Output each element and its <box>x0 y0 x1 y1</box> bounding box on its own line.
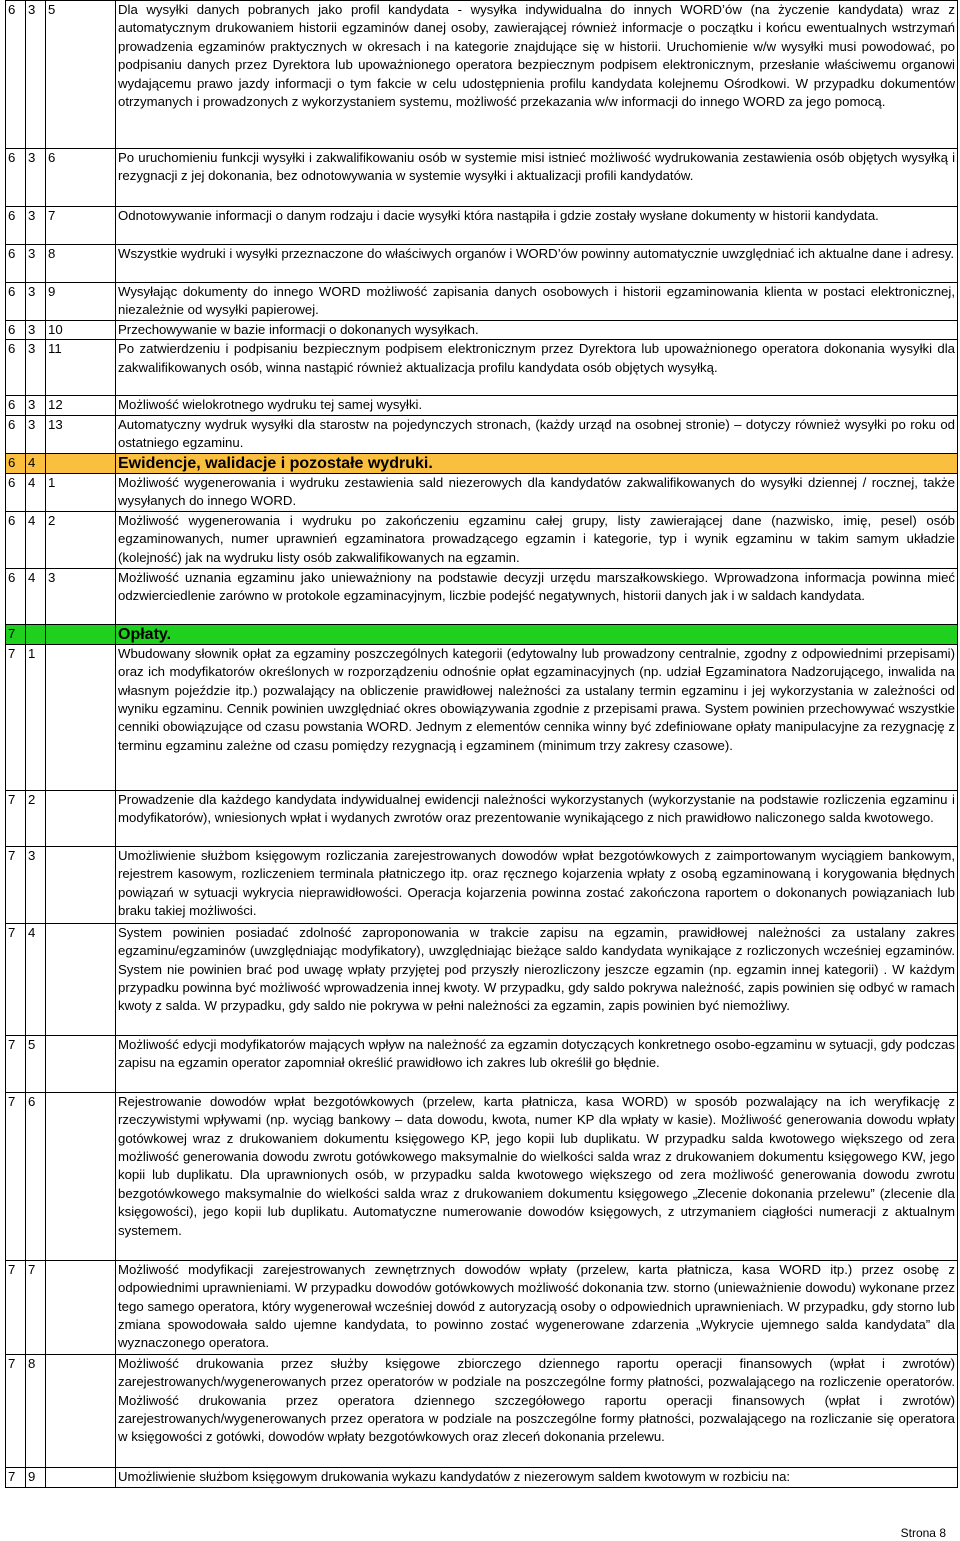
requirement-text: Możliwość wygenerowania i wydruku zestawienia sald niezerowych dla kandydatów zakwalifikowanych do wysyłki dziennej / rocznej, także wysyłanych do innego WORD. <box>116 473 958 511</box>
num-level-3 <box>46 644 116 790</box>
table-row <box>6 283 958 321</box>
requirement-text: Umożliwienie służbom księgowym rozliczania zarejestrowanych dowodów wpłat bezgotówkowych z zaimportowanym wyciągiem bankowym, rejestrem kasowym, rozliczeniem terminala płatniczego itp. oraz ręcznego kojarzenia wpłaty z osobą egzaminowaną i korygowania błędnych powiązań w sytuacji wykrycia nieprawidłowości. Operacja kojarzenia powinna zostać zakończona raportem o dokonanych powiązaniach lub braku takiej możliwości. <box>116 846 958 923</box>
table-row <box>6 415 958 453</box>
requirement-text: Możliwość drukowania przez służby księgowe zbiorczego dziennego raportu operacji finansowych (wpłat i zwrotów) zarejestrowanych/wygenerowanych przez operatorów w podziale na poszczególne formy płatności, pozwalającego na rozliczenie operatorów. Możliwość drukowania przez operatora dziennego szczegółowego raportu operacji finansowych (wpłat i zwrotów) zarejestrowanych/wygenerowanych przez operatora w podziale na poszczególne formy płatności, pozwalającego na rozliczanie się operatora w księgowości z gotówki, dowodów wpłaty bezgotówkowych oraz zleceń dokonania przelewu. <box>116 1354 958 1467</box>
num-level-2: 3 <box>26 283 46 321</box>
num-level-3 <box>46 1467 116 1487</box>
requirement-text: Odnotowywanie informacji o danym rodzaju i dacie wysyłki która nastąpiła i gdzie zostały wysłane dokumenty w historii kandydata. <box>116 207 958 245</box>
table-row <box>6 149 958 207</box>
num-level-1: 6 <box>6 149 26 207</box>
num-level-3 <box>46 624 116 644</box>
num-level-1: 7 <box>6 790 26 846</box>
num-level-2 <box>26 624 46 644</box>
num-level-3 <box>46 846 116 923</box>
num-level-1: 7 <box>6 1467 26 1487</box>
num-level-1: 6 <box>6 1 26 149</box>
num-level-1: 7 <box>6 1354 26 1467</box>
table-row <box>6 473 958 511</box>
requirement-text: Możliwość modyfikacji zarejestrowanych zewnętrznych dowodów wpłaty (przelew, karta płatnicza, kasa WORD itp.) przez osobę z odpowiednimi uprawnieniami. W przypadku dowodów gotówkowych możliwość dokonania tzw. storno (unieważnienie dowodu) wykonane przez tego samego operatora, który wygenerował wcześniej dowód z autoryzacją osoby o odpowiednich uprawnieniach. W przypadku, gdy storno lub zmiana spowodowała saldo ujemne kandydata, to powinno zostać wygenerowane zdarzenia „Wykrycie ujemnego salda kandydata” dla wyznaczonego operatora. <box>116 1260 958 1354</box>
requirement-text: Rejestrowanie dowodów wpłat bezgotówkowych (przelew, karta płatnicza, kasa WORD) w sposób pozwalający na ich weryfikację z rzeczywistymi wpływami (np. wyciąg bankowy – data dowodu, kwota, numer KP dla wpłaty w kasie). Możliwość generowania dowodu wpłaty gotówkowej wraz z drukowaniem dokumentu księgowego KP, jego kopii lub duplikatu. W przypadku salda kwotowego większego od zera możliwość generowania dowodu zwrotu gotówkowego maksymalnie do wielkości salda wraz z drukowaniem dokumentu księgowego KW, jego kopii lub duplikatu. Dla uprawnionych osób, w przypadku salda kwotowego większego od zera możliwość generowania dowodu zwrotu bezgotówkowego maksymalnie do wielkości salda wraz z drukowaniem dokumentu księgowego „Zlecenie dokonania przelewu” (zlecenie dla księgowości), jego kopii lub duplikatu. Automatyczne numerowanie dowodów księgowych, z utrzymaniem ciągłości numeracji z aktualnym systemem. <box>116 1092 958 1260</box>
table-row <box>6 1 958 149</box>
num-level-2: 3 <box>26 396 46 415</box>
num-level-3 <box>46 923 116 1035</box>
num-level-1: 6 <box>6 321 26 340</box>
num-level-2: 4 <box>26 453 46 473</box>
num-level-1: 7 <box>6 1260 26 1354</box>
requirement-text: Po zatwierdzeniu i podpisaniu bezpiecznym podpisem elektronicznym przez Dyrektora lub upoważnionego operatora dokonania wysyłki dla zakwalifikowanych osób, winna nastąpić również aktualizacja profilu kandydata osób objętych wysyłką. <box>116 340 958 396</box>
num-level-3: 5 <box>46 1 116 149</box>
table-row <box>6 790 958 846</box>
table-row <box>6 207 958 245</box>
page-number: Strona 8 <box>900 1526 946 1540</box>
requirement-text: Automatyczny wydruk wysyłki dla starostw na pojedynczych stronach, (każdy urząd na osobnej stronie) – dotyczy również wysyłki po roku od ostatniego egzaminu. <box>116 415 958 453</box>
num-level-2: 3 <box>26 415 46 453</box>
num-level-2: 3 <box>26 149 46 207</box>
num-level-2: 3 <box>26 321 46 340</box>
num-level-3: 7 <box>46 207 116 245</box>
table-row <box>6 1035 958 1092</box>
requirements-table <box>5 0 958 1488</box>
table-row <box>6 923 958 1035</box>
num-level-1: 7 <box>6 1092 26 1260</box>
num-level-2: 3 <box>26 846 46 923</box>
table-row <box>6 644 958 790</box>
table-row <box>6 1467 958 1487</box>
num-level-3: 1 <box>46 473 116 511</box>
table-row <box>6 1354 958 1467</box>
num-level-2: 2 <box>26 790 46 846</box>
requirement-text: Możliwość wielokrotnego wydruku tej samej wysyłki. <box>116 396 958 415</box>
num-level-2: 5 <box>26 1035 46 1092</box>
num-level-2: 3 <box>26 207 46 245</box>
num-level-1: 6 <box>6 415 26 453</box>
requirement-text: Możliwość uznania egzaminu jako unieważniony na podstawie decyzji urzędu marszałkowskiego. Wprowadzona informacja powinna mieć odzwierciedlenie zarówno w protokole egzaminacyjnym, liczbie podejść negatywnych, historii danych jak i w saldach kandydata. <box>116 568 958 624</box>
table-row <box>6 245 958 283</box>
requirement-text: Wbudowany słownik opłat za egzaminy poszczególnych kategorii (edytowalny lub prowadzony centralnie, zgodny z odpowiednimi przepisami) oraz ich modyfikatorów określonych w rozporządzeniu odnośnie opłat egzaminacyjnych (np. udział Egzaminatora Nadzorującego, inwalida na własnym pojeździe itp.) pozwalający na obliczenie prawidłowej należności za ustalany termin egzaminu i jej wykorzystania w zależności od wyniku egzaminu. Cennik powinien uwzględniać okres obowiązywania zgodnie z przepisami prawa. System powinien przechowywać wszystkie cenniki obowiązujące od czasu powstania WORD. Jednym z elementów cennika winny być zdefiniowane opłaty manipulacyjne za rezygnację z terminu egzaminu zależne od czasu pomiędzy rezygnacją i egzaminem (minimum trzy zakresy czasowe). <box>116 644 958 790</box>
num-level-1: 6 <box>6 245 26 283</box>
num-level-3: 12 <box>46 396 116 415</box>
num-level-2: 1 <box>26 644 46 790</box>
num-level-3: 11 <box>46 340 116 396</box>
requirement-text: Możliwość wygenerowania i wydruku po zakończeniu egzaminu całej grupy, listy zawierającej dane (nazwisko, imię, pesel) osób egzaminowanych, numer uprawnień egzaminatora prowadzącego egzamin i kategorie, typ i wynik egzaminu w takim samym układzie (kolejność) jak na wydruku listy osób zakwalifikowanych na egzamin. <box>116 511 958 568</box>
requirement-text: Dla wysyłki danych pobranych jako profil kandydata - wysyłka indywidualna do innych WORD’ów (na życzenie kandydata) wraz z automatycznym drukowaniem historii egzaminów danej osoby, zawierającej również informacje o początku i końcu ewentualnych wstrzymań prowadzenia egzaminów praktycznych w okresach i na kategorie znajdujące się w historii. Uruchomienie w/w wysyłki musi powodować, po podpisaniu danych przez Dyrektora lub upoważnionego operatora bezpiecznym podpisem elektronicznym, przesłanie właściwemu organowi wydającemu prawo jazdy informacji o tym fakcie w celu udostępnienia profilu kandydata kolejnemu Ośrodkowi. W przypadku dokumentów otrzymanych i prowadzonych z wykorzystaniem systemu, możliwość przekazania w/w informacji do innego WORD za jego pomocą. <box>116 1 958 149</box>
table-row <box>6 453 958 473</box>
num-level-1: 6 <box>6 283 26 321</box>
num-level-2: 9 <box>26 1467 46 1487</box>
requirement-text: Po uruchomieniu funkcji wysyłki i zakwalifikowaniu osób w systemie misi istnieć możliwość wydrukowania zestawienia osób objętych wysyłką i rezygnacji z jej dokonania, bez odnotowywania w systemie wysyłki i aktualizacji profili kandydatów. <box>116 149 958 207</box>
num-level-2: 4 <box>26 923 46 1035</box>
num-level-2: 7 <box>26 1260 46 1354</box>
requirement-text: Wszystkie wydruki i wysyłki przeznaczone do właściwych organów i WORD’ów powinny automatycznie uwzględniać ich aktualne dane i adresy. <box>116 245 958 283</box>
requirement-text: Umożliwienie służbom księgowym drukowania wykazu kandydatów z niezerowym saldem kwotowym w rozbiciu na: <box>116 1467 958 1487</box>
num-level-1: 6 <box>6 511 26 568</box>
num-level-1: 7 <box>6 846 26 923</box>
num-level-1: 7 <box>6 624 26 644</box>
num-level-1: 6 <box>6 473 26 511</box>
table-row <box>6 396 958 415</box>
requirement-text: Przechowywanie w bazie informacji o dokonanych wysyłkach. <box>116 321 958 340</box>
table-row <box>6 1092 958 1260</box>
num-level-3 <box>46 1354 116 1467</box>
num-level-2: 6 <box>26 1092 46 1260</box>
num-level-2: 8 <box>26 1354 46 1467</box>
section-heading: Opłaty. <box>116 624 958 644</box>
num-level-3: 2 <box>46 511 116 568</box>
num-level-1: 6 <box>6 207 26 245</box>
table-row <box>6 846 958 923</box>
requirement-text: System powinien posiadać zdolność zaproponowania w trakcie zapisu na egzamin, prawidłowej należności za ustalany zakres egzaminu/egzaminów (uwzględniając modyfikatory), uwzględniając bieżące saldo kandydata wynikające z rozliczonych wcześniej egzaminów. System nie powinien brać pod uwagę wpłaty przyjętej pod przyszły nierozliczony jeszcze egzamin (np. egzamin innej kategorii) . W każdym przypadku powinna być możliwość wprowadzenia innej kwoty. W przypadku, gdy saldo pokrywa należność, zapis powinien się odbyć w ramach kwoty z salda. W przypadku, gdy saldo nie pokrywa w pełni należności za egzamin, zapis powinien być niemożliwy. <box>116 923 958 1035</box>
table-row <box>6 340 958 396</box>
table-row <box>6 568 958 624</box>
section-heading: Ewidencje, walidacje i pozostałe wydruki. <box>116 453 958 473</box>
num-level-2: 3 <box>26 245 46 283</box>
requirement-text: Wysyłając dokumenty do innego WORD możliwość zapisania danych osobowych i historii egzaminowania klienta w postaci elektronicznej, niezależnie od wysyłki papierowej. <box>116 283 958 321</box>
requirements-table-body <box>6 1 958 1488</box>
num-level-1: 6 <box>6 453 26 473</box>
num-level-2: 3 <box>26 1 46 149</box>
table-row <box>6 511 958 568</box>
num-level-3: 6 <box>46 149 116 207</box>
num-level-3 <box>46 790 116 846</box>
num-level-2: 4 <box>26 473 46 511</box>
num-level-3 <box>46 453 116 473</box>
num-level-3: 9 <box>46 283 116 321</box>
num-level-2: 4 <box>26 568 46 624</box>
num-level-3 <box>46 1260 116 1354</box>
num-level-1: 6 <box>6 340 26 396</box>
num-level-3 <box>46 1035 116 1092</box>
num-level-1: 7 <box>6 923 26 1035</box>
num-level-3: 10 <box>46 321 116 340</box>
num-level-1: 7 <box>6 644 26 790</box>
num-level-2: 3 <box>26 340 46 396</box>
num-level-3: 3 <box>46 568 116 624</box>
num-level-1: 6 <box>6 568 26 624</box>
requirement-text: Możliwość edycji modyfikatorów mających wpływ na należność za egzamin dotyczących konkretnego osobo-egzaminu w sytuacji, gdy podczas zapisu na egzamin operator zapomniał określić prawidłowo ich zakres lub określił go błędnie. <box>116 1035 958 1092</box>
table-row <box>6 321 958 340</box>
num-level-3 <box>46 1092 116 1260</box>
num-level-2: 4 <box>26 511 46 568</box>
table-row <box>6 1260 958 1354</box>
table-row <box>6 624 958 644</box>
num-level-3: 8 <box>46 245 116 283</box>
num-level-1: 7 <box>6 1035 26 1092</box>
requirement-text: Prowadzenie dla każdego kandydata indywidualnej ewidencji należności wykorzystanych (wykorzystanie na podstawie rozliczenia egzaminu i modyfikatorów), wniesionych wpłat i wydanych zwrotów oraz prezentowanie wynikającego z nich prawidłowo naliczonego salda kwotowego. <box>116 790 958 846</box>
num-level-3: 13 <box>46 415 116 453</box>
num-level-1: 6 <box>6 396 26 415</box>
